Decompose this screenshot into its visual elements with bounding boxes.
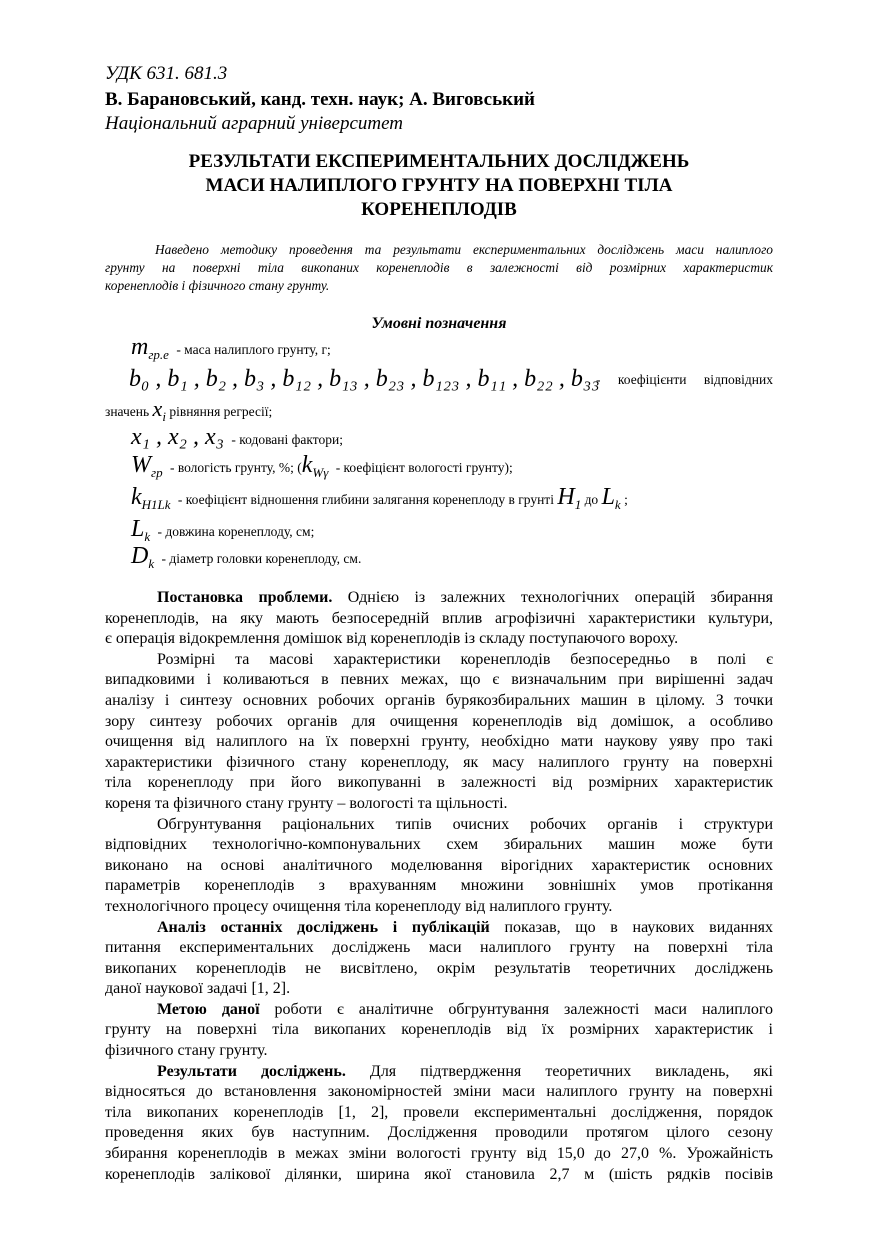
body-line: [105, 588, 773, 609]
nom-description: - довжина коренеплоду, см;: [157, 524, 315, 539]
subscript: Wγ: [312, 465, 329, 480]
subscript: k: [614, 497, 621, 512]
body-line: аналізу і синтезу основних робочих органів бурякозбиральних машин в цілому. З точки: [105, 691, 773, 709]
body-line: коренеплодів залікової ділянки, ширина якої становила 2,7 м (шість рядків посівів: [105, 1165, 773, 1183]
coefficient-symbols: b₀ , b₁ , b₂ , b₃ , b₁₂ , b₁₃ , b₂₃ , b₁₂₃ , b₁₁ , b₂₂ , b₃₃: [129, 366, 600, 392]
section-heading: Аналіз останніх досліджень і публікацій: [157, 918, 490, 936]
nom-description: - коефіцієнт вологості грунту);: [335, 460, 513, 475]
subscript: H1Lk: [141, 497, 171, 512]
nom-description: значень: [105, 404, 150, 419]
body-text: [105, 588, 773, 1185]
body-line: параметрів коренеплодів з врахуванням множини зовнішніх умов протікання: [105, 877, 773, 895]
nom-depth-ratio: [131, 484, 628, 513]
nom-description: - вологість грунту, %; (: [169, 460, 302, 475]
nom-length: [131, 516, 314, 545]
body-line: [105, 1000, 773, 1021]
title-line: КОРЕНЕПЛОДІВ: [361, 199, 517, 220]
body-line: питання експериментальних досліджень маси налиплого грунту на поверхні тіла: [105, 939, 773, 957]
body-line: збирання коренеплодів в межах зміни вологості грунту від 15,0 до 27,0 %. Урожайність: [105, 1145, 773, 1163]
subscript: i: [162, 409, 166, 424]
section-heading: Постановка проблеми.: [157, 589, 333, 606]
symbol: x: [152, 396, 163, 421]
abstract-line: грунту на поверхні тіла викопаних коренеплодів в залежності від розмірних характеристик: [105, 260, 773, 275]
body-line: Обгрунтування раціональних типів очисних робочих органів і структури: [157, 815, 773, 833]
body-line: очищення від налиплого на їх поверхні грунту, необхідно мати наукову уяву про такі: [105, 733, 773, 751]
body-line: Розмірні та масові характеристики коренеплодів безпосередньо в полі є: [157, 650, 773, 668]
nom-coefficients-cont: [105, 396, 272, 425]
body-line: тіла викопаних коренеплодів [1, 2], провели експериментальні дослідження, порядок: [105, 1103, 773, 1121]
subscript: гр.е: [148, 347, 169, 362]
nom-factors: [131, 424, 343, 451]
body-line: випадковими і коливаються в певних межах, що є визначальним при вирішенні задач: [105, 671, 773, 689]
body-line: [105, 1062, 773, 1083]
nom-description: - діаметр головки коренеплоду, см.: [161, 551, 362, 566]
nom-moisture: [131, 452, 513, 481]
subscript: 1: [574, 497, 582, 512]
body-text-span: Однією із залежних технологічних операцій збирання: [347, 589, 774, 606]
symbol: x₁ , x₂ , x₃: [131, 424, 224, 450]
body-line: технологічного процесу очищення тіла коренеплоду від налиплого грунту.: [105, 897, 613, 915]
section-heading: Результати досліджень.: [157, 1062, 346, 1080]
body-text-span: роботи є аналітичне обгрунтування залежності маси налиплого: [274, 1000, 774, 1018]
body-line: зору синтезу робочих органів для очищення коренеплодів від домішок, а особливо: [105, 712, 773, 730]
body-line: тіла коренеплоду при його викопуванні в залежності від розмірних характеристик: [105, 774, 773, 792]
authors: В. Барановський, канд. техн. наук; А. Виговський: [105, 89, 535, 110]
body-line: кореня та фізичного стану грунту – вологості та щільності.: [105, 794, 508, 812]
body-line: фізичного стану грунту.: [105, 1042, 268, 1060]
symbol: k: [131, 484, 142, 510]
nom-description: - кодовані фактори;: [231, 432, 343, 447]
section-heading: Метою даної: [157, 1000, 260, 1018]
body-line: грунту на поверхні тіла викопаних коренеплодів від їх розмірних характеристик і: [105, 1021, 773, 1039]
body-line: коренеплодів, на яку мають безпосередній вплив агрофізичні характеристики культури,: [105, 609, 773, 627]
body-line: відносяться до встановлення закономірностей зміни маси налиплого грунту на поверхні: [105, 1083, 773, 1101]
body-text-span: Для підтвердження теоретичних викладень, які: [369, 1062, 774, 1080]
subscript: k: [148, 556, 155, 571]
symbol: D: [131, 543, 149, 569]
nom-mass: [131, 334, 331, 363]
abstract: [105, 241, 773, 295]
nom-description: - коефіцієнти відповідних: [596, 372, 773, 387]
symbol: W: [131, 452, 151, 478]
paper-title: [105, 150, 773, 222]
nomenclature-heading: Умовні позначення: [371, 315, 507, 332]
body-line: виконано на основі аналітичного моделювання вірогідних характеристик основних: [105, 856, 773, 874]
symbol: L: [601, 484, 615, 510]
nom-coefficients: [129, 366, 773, 393]
body-line: викопаних коренеплодів не висвітлено, окрім результатів теоретичних досліджень: [105, 959, 773, 977]
subscript: гр: [151, 465, 163, 480]
body-line: відповідних технологічно-компонувальних схем збиральних машин може бути: [105, 836, 773, 854]
affiliation: Національний аграрний університет: [105, 113, 403, 134]
symbol: k: [301, 452, 313, 478]
nom-description: рівняння регресії;: [169, 404, 273, 419]
udk-code: УДК 631. 681.3: [105, 63, 228, 84]
title-line: МАСИ НАЛИПЛОГО ГРУНТУ НА ПОВЕРХНІ ТІЛА: [205, 175, 673, 196]
abstract-line: коренеплодів і фізичного стану грунту.: [105, 278, 330, 293]
nom-description: - коефіцієнт відношення глибини залягання коренеплоду в грунті: [177, 492, 554, 507]
nom-description: - маса налиплого грунту, г;: [176, 342, 331, 357]
body-line: даної наукової задачі [1, 2].: [105, 980, 291, 998]
nom-description: ;: [624, 492, 628, 507]
body-line: характеристики фізичного стану коренеплоду, як масу налиплого грунту на поверхні: [105, 753, 773, 771]
symbol: H: [557, 484, 575, 510]
subscript: k: [144, 529, 151, 544]
symbol: L: [131, 516, 145, 542]
body-line: [105, 918, 773, 939]
abstract-line: Наведено методику проведення та результати експериментальних досліджень маси налиплого: [155, 242, 773, 257]
symbol: m: [131, 334, 149, 360]
body-line: є операція відокремлення домішок від коренеплодів із складу поступаючого вороху.: [105, 630, 679, 648]
body-text-span: показав, що в наукових виданнях: [504, 918, 774, 936]
nom-description: до: [584, 492, 599, 507]
nom-diameter: [131, 543, 361, 572]
body-line: проведення яких був наступним. Дослідження проводили протягом цілого сезону: [105, 1124, 773, 1142]
title-line: РЕЗУЛЬТАТИ ЕКСПЕРИМЕНТАЛЬНИХ ДОСЛІДЖЕНЬ: [188, 151, 690, 172]
